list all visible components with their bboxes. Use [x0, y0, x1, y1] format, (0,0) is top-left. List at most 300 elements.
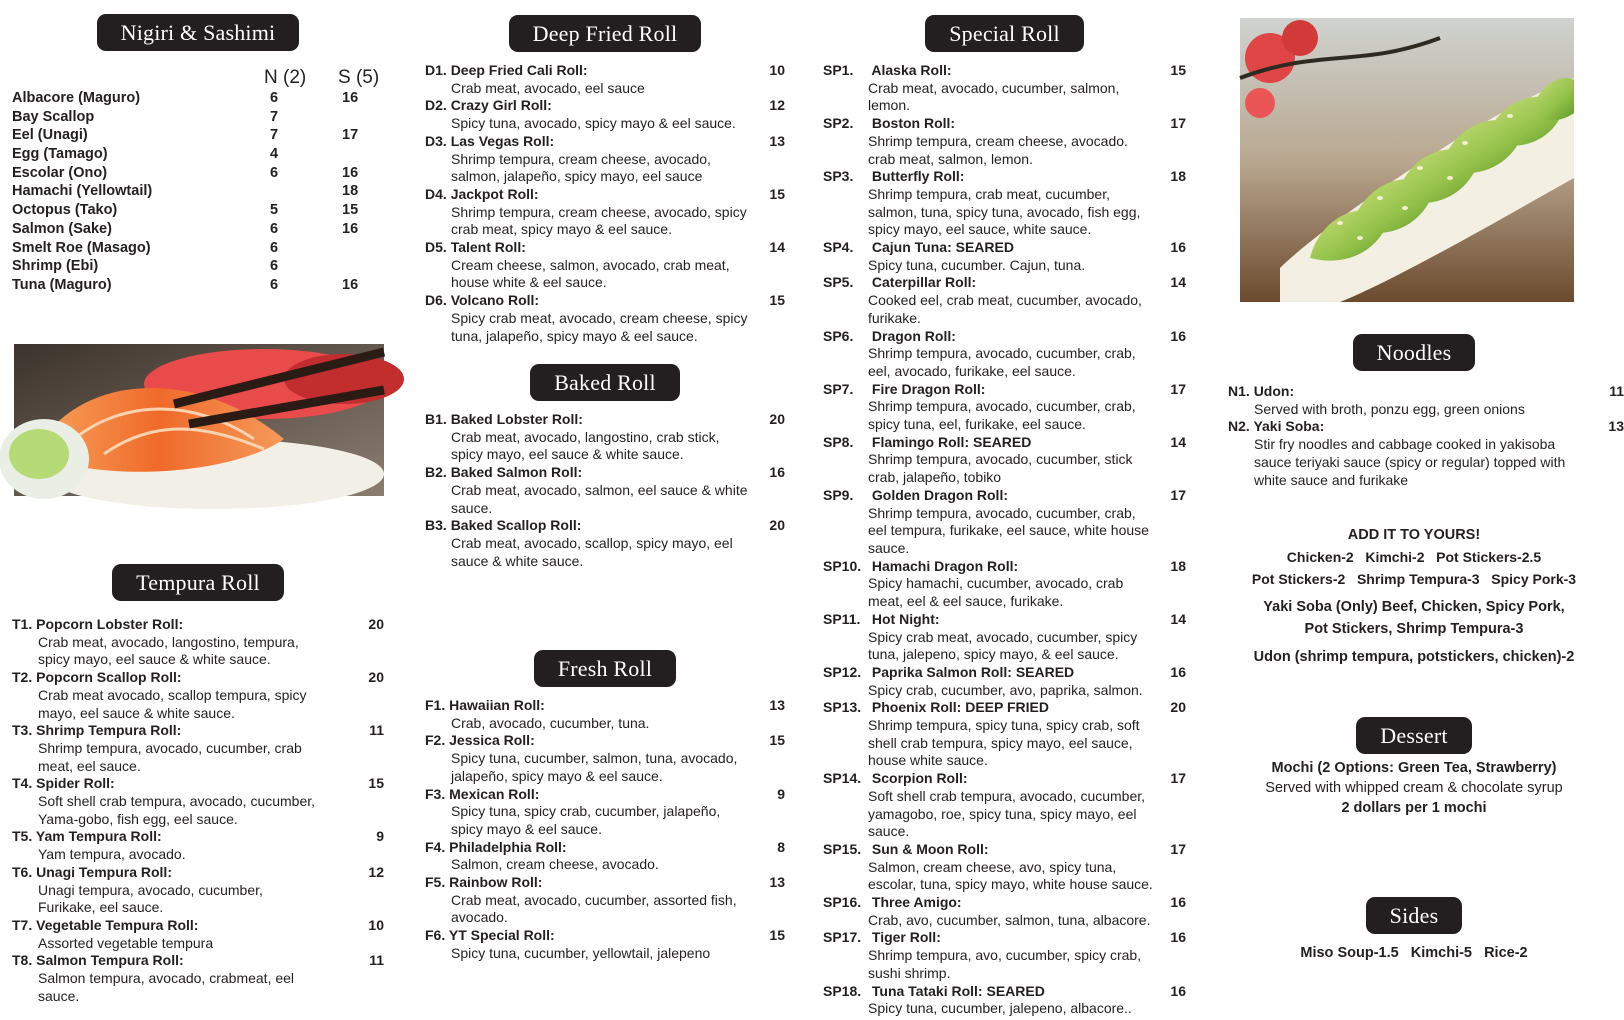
- menu-item-name: Butterfly Roll:: [871, 168, 965, 185]
- menu-item-title: [425, 732, 785, 750]
- menu-item-code: SP18.: [823, 982, 862, 999]
- menu-item-name: Popcorn Scallop Roll:: [36, 669, 182, 686]
- nigiri-name: Escolar (Ono): [12, 164, 108, 181]
- menu-item-code: SP16.: [823, 894, 862, 911]
- menu-item-name: Crazy Girl Roll:: [450, 97, 552, 114]
- menu-item-title: [425, 133, 785, 151]
- menu-item-title: [12, 917, 384, 935]
- menu-item-desc: Shrimp tempura, crab meat, cucumber, salmon, tuna, spicy tuna, avocado, fish egg, spicy mayo, eel sauce, white sauce.: [868, 185, 1141, 238]
- menu-item-title: [823, 841, 1186, 859]
- menu-item-price: 15: [769, 185, 785, 202]
- menu-item-code: SP11.: [823, 610, 861, 627]
- menu-item-title: [425, 517, 785, 535]
- menu-item-title: [425, 839, 785, 857]
- nigiri-name: Eel (Unagi): [12, 127, 88, 144]
- menu-item-desc: Served with broth, ponzu egg, green onions: [1254, 400, 1525, 417]
- menu-item-name: Cajun Tuna: SEARED: [871, 239, 1014, 256]
- column-1: [12, 0, 384, 1004]
- menu-item-desc: Spicy hamachi, cucumber, avocado, crab meat, eel & eel sauce, furikake.: [868, 575, 1124, 610]
- menu-item-title: [823, 115, 1186, 133]
- special-list: [823, 62, 1186, 1018]
- menu-item-code: D4.: [425, 185, 447, 202]
- menu-item-name: Baked Salmon Roll:: [450, 464, 583, 481]
- menu-item-title: [425, 186, 785, 204]
- menu-item-price: 12: [368, 863, 384, 880]
- menu-item-desc: Spicy crab, cucumber, avo, paprika, salmon.: [868, 681, 1143, 698]
- menu-item-name: Salmon Tempura Roll:: [36, 952, 184, 969]
- menu-item-name: Caterpillar Roll:: [871, 274, 977, 291]
- nigiri-price-s: 17: [342, 127, 359, 144]
- menu-item-name: Golden Dragon Roll:: [871, 486, 1008, 503]
- menu-item-price: 15: [769, 732, 785, 749]
- nigiri-col-n: N (2): [264, 67, 307, 88]
- dragon-roll-photo: [1240, 18, 1574, 302]
- nigiri-name: Shrimp (Ebi): [12, 258, 99, 275]
- menu-item: [425, 133, 785, 186]
- menu-item: [823, 611, 1186, 664]
- menu-item: [823, 929, 1186, 982]
- menu-item-code: T2.: [12, 669, 33, 686]
- addons-line-5: Udon (shrimp tempura, potstickers, chicken)-2: [1253, 649, 1575, 665]
- menu-item-price: 11: [1609, 383, 1624, 399]
- menu-item-title: [12, 722, 384, 740]
- menu-item: [823, 664, 1186, 699]
- menu-item-desc: Crab, avocado, cucumber, tuna.: [451, 714, 650, 731]
- menu-item: [425, 411, 785, 464]
- menu-item-code: D5.: [425, 239, 447, 256]
- menu-item-desc: Crab meat, avocado, langostino, crab stick, spicy mayo, eel sauce & white sauce.: [451, 428, 720, 463]
- menu-item-code: B1.: [425, 411, 447, 427]
- menu-item-desc: Crab meat, avocado, salmon, eel sauce & white sauce.: [451, 481, 748, 516]
- nigiri-row: [12, 145, 384, 164]
- menu-item-name: Talent Roll:: [450, 239, 526, 256]
- menu-item: [823, 770, 1186, 841]
- menu-item-desc: Spicy tuna, cucumber, yellowtail, jalepeno: [451, 944, 711, 961]
- menu-item-name: Hamachi Dragon Roll:: [871, 557, 1019, 574]
- nigiri-name: Bay Scallop: [12, 108, 95, 125]
- menu-item-price: 15: [769, 292, 785, 309]
- nigiri-price-n: 6: [270, 239, 279, 256]
- menu-item: [1228, 418, 1624, 489]
- menu-item-code: SP14.: [823, 770, 862, 787]
- menu-item-price: 13: [769, 132, 785, 149]
- menu-item: [823, 983, 1186, 1018]
- menu-item-price: 13: [769, 697, 785, 713]
- menu-item: [425, 732, 785, 785]
- menu-item: [425, 97, 785, 132]
- menu-item-title: [823, 168, 1186, 186]
- menu-item-desc: Spicy tuna, cucumber, jalepeno, albacore..: [868, 1000, 1132, 1017]
- menu-item: [823, 274, 1186, 327]
- menu-item-title: [425, 697, 785, 715]
- menu-item-title: [12, 669, 384, 687]
- nigiri-price-n: 6: [270, 220, 279, 237]
- menu-item: [823, 487, 1186, 558]
- section-header-fresh: Fresh Roll: [534, 650, 676, 687]
- menu-item-desc: Shrimp tempura, cream cheese, avocado, salmon, jalapeño, spicy mayo, eel sauce: [451, 150, 711, 185]
- menu-item-desc: Salmon tempura, avocado, crabmeat, eel sauce.: [38, 970, 295, 1004]
- menu-item-code: SP17.: [823, 929, 862, 946]
- nigiri-price-s: 16: [342, 90, 359, 106]
- menu-item-desc: Shrimp tempura, avo, cucumber, spicy crab, sushi shrimp.: [868, 947, 1142, 981]
- nigiri-price-n: 5: [270, 202, 279, 219]
- menu-item-price: 16: [1170, 894, 1186, 911]
- menu-item-price: 13: [769, 874, 785, 891]
- menu-item-price: 8: [777, 838, 785, 855]
- menu-item-name: Philadelphia Roll:: [449, 838, 567, 855]
- menu-item-price: 16: [1170, 929, 1186, 946]
- menu-item-code: D6.: [425, 292, 447, 309]
- menu-item: [12, 828, 384, 863]
- menu-item-price: 16: [769, 464, 785, 481]
- menu-item-code: SP6.: [823, 327, 854, 344]
- deep-fried-list: [425, 62, 785, 345]
- menu-item-price: 9: [777, 785, 785, 802]
- menu-item-price: 20: [368, 669, 384, 686]
- menu-item-price: 12: [769, 97, 785, 114]
- menu-item-name: Baked Scallop Roll:: [450, 517, 582, 534]
- menu-item-price: 18: [1170, 557, 1186, 574]
- nigiri-name: Octopus (Tako): [12, 202, 118, 219]
- menu-item-price: 17: [1170, 115, 1186, 132]
- nigiri-col-s: S (5): [338, 67, 380, 88]
- menu-item-code: SP8.: [823, 433, 854, 450]
- menu-item-price: 17: [1170, 770, 1186, 787]
- menu-item-price: 20: [769, 411, 785, 427]
- addons-line-3: Yaki Soba (Only) Beef, Chicken, Spicy Pork,: [1263, 599, 1565, 615]
- fresh-list: [425, 697, 785, 963]
- dessert-line-1: Mochi (2 Options: Green Tea, Strawberry): [1271, 760, 1557, 776]
- menu-item-desc: Cooked eel, crab meat, cucumber, avocado, furikake.: [868, 292, 1142, 326]
- menu-item-desc: Shrimp tempura, spicy tuna, spicy crab, soft shell crab tempura, spicy mayo, eel sauce, house white sauce.: [868, 717, 1140, 769]
- menu-item-name: Udon:: [1253, 383, 1295, 399]
- addons-line-1: Chicken-2 Kimchi-2 Pot Stickers-2.5: [1286, 549, 1542, 565]
- nigiri-price-s: 16: [342, 220, 359, 237]
- nigiri-name: Tuna (Maguro): [12, 276, 112, 293]
- menu-item: [12, 917, 384, 952]
- menu-item-name: Spider Roll:: [36, 775, 115, 792]
- menu-item-name: Sun & Moon Roll:: [871, 840, 989, 857]
- menu-item: [1228, 383, 1624, 418]
- menu-item-desc: Soft shell crab tempura, avocado, cucumber, yamagobo, roe, spicy tuna, spicy mayo, eel sauce.: [868, 787, 1146, 840]
- menu-item-code: SP3.: [823, 168, 854, 185]
- menu-item-desc: Spicy tuna, spicy crab, cucumber, jalapeño, spicy mayo & eel sauce.: [451, 803, 721, 837]
- nigiri-name: Salmon (Sake): [12, 220, 112, 237]
- nigiri-row: [12, 201, 384, 220]
- section-header-sides: Sides: [1366, 897, 1463, 934]
- menu-item-title: [823, 983, 1186, 1001]
- menu-item-name: Shrimp Tempura Roll:: [36, 722, 182, 739]
- menu-item-price: 14: [1170, 274, 1186, 291]
- menu-item-desc: Spicy crab meat, avocado, cream cheese, spicy tuna, jalapeño, spicy mayo & eel sauce.: [451, 309, 748, 344]
- menu-item-code: SP4.: [823, 239, 854, 256]
- nigiri-name: Albacore (Maguro): [12, 90, 141, 106]
- section-header-baked: Baked Roll: [530, 364, 680, 401]
- menu-item: [823, 841, 1186, 894]
- menu-item-desc: Shrimp tempura, avocado, cucumber, crab, eel tempura, furikake, eel sauce, white house sauce.: [868, 504, 1149, 556]
- section-header-noodles: Noodles: [1353, 334, 1476, 371]
- dragon-roll-photo-image: [1240, 18, 1574, 302]
- menu-item-title: [425, 97, 785, 115]
- menu-item-title: [823, 664, 1186, 682]
- menu-item-title: [425, 464, 785, 482]
- menu-item-title: [823, 558, 1186, 576]
- menu-item-desc: Crab meat avocado, scallop tempura, spicy mayo, eel sauce & white sauce.: [38, 686, 307, 721]
- nigiri-price-n: 6: [270, 258, 279, 275]
- nigiri-price-s: 18: [342, 183, 359, 200]
- menu-item: [425, 464, 785, 517]
- menu-item-name: Alaska Roll:: [871, 62, 952, 78]
- menu-item-name: Boston Roll:: [871, 115, 956, 132]
- menu-item: [425, 927, 785, 962]
- menu-item-desc: Spicy tuna, cucumber, salmon, tuna, avocado, jalapeño, spicy mayo & eel sauce.: [451, 750, 738, 784]
- menu-item-title: [823, 381, 1186, 399]
- nigiri-price-s: 15: [342, 202, 359, 219]
- menu-item-title: [425, 239, 785, 257]
- nigiri-price-s: 16: [342, 164, 359, 181]
- menu-item-price: 13: [1608, 418, 1624, 435]
- menu-item-title: [425, 411, 785, 429]
- menu-item-name: Unagi Tempura Roll:: [36, 863, 172, 880]
- menu-item-code: N2.: [1228, 418, 1250, 435]
- menu-item-price: 14: [1170, 433, 1186, 450]
- menu-item-title: [12, 616, 384, 634]
- menu-item: [425, 874, 785, 927]
- nigiri-name: Hamachi (Yellowtail): [12, 183, 153, 200]
- menu-item-desc: Crab meat, avocado, cucumber, assorted fish, avocado.: [451, 891, 737, 926]
- menu-item-name: Flamingo Roll: SEARED: [871, 433, 1032, 450]
- menu-item-price: 20: [769, 517, 785, 534]
- menu-item-price: 15: [1170, 62, 1186, 78]
- menu-item-code: B2.: [425, 464, 447, 481]
- menu-item-desc: Unagi tempura, avocado, cucumber, Furikake, eel sauce.: [38, 881, 263, 916]
- menu-item-code: SP10.: [823, 557, 862, 574]
- menu-item-price: 11: [369, 952, 384, 969]
- menu-item: [425, 517, 785, 570]
- menu-item-code: T3.: [12, 722, 33, 739]
- addons-line-4: Pot Stickers, Shrimp Tempura-3: [1304, 621, 1524, 637]
- menu-item: [425, 239, 785, 292]
- menu-item-title: [425, 292, 785, 310]
- menu-item-name: Yam Tempura Roll:: [35, 828, 162, 845]
- menu-item: [823, 381, 1186, 434]
- menu-item-title: [12, 952, 384, 970]
- menu-item-code: F2.: [425, 732, 446, 749]
- menu-item-name: Jessica Roll:: [449, 732, 535, 749]
- menu-item-code: SP1.: [823, 62, 854, 78]
- menu-item-code: F6.: [425, 927, 446, 944]
- menu-item-title: [425, 786, 785, 804]
- menu-item: [823, 168, 1186, 239]
- section-header-nigiri: Nigiri & Sashimi: [97, 14, 300, 51]
- menu-item-desc: Crab meat, avocado, scallop, spicy mayo, eel sauce & white sauce.: [451, 534, 733, 569]
- menu-item-title: [12, 775, 384, 793]
- menu-item-code: SP12.: [823, 663, 862, 680]
- menu-item-code: T1.: [12, 616, 33, 632]
- menu-item-price: 20: [368, 616, 384, 632]
- tempura-list: [12, 616, 384, 1005]
- menu-item-name: Tuna Tataki Roll: SEARED: [871, 982, 1045, 999]
- menu-item-price: 20: [1170, 699, 1186, 716]
- menu-item-title: [823, 434, 1186, 452]
- nigiri-price-n: 7: [270, 108, 279, 125]
- menu-item: [12, 669, 384, 722]
- menu-item-title: [823, 929, 1186, 947]
- dessert-line-3: 2 dollars per 1 mochi: [1341, 800, 1487, 816]
- dessert-line-2: Served with whipped cream & chocolate syrup: [1265, 780, 1563, 796]
- menu-item: [425, 62, 785, 97]
- section-header-tempura: Tempura Roll: [112, 564, 284, 601]
- menu-item: [425, 186, 785, 239]
- menu-item-title: [12, 864, 384, 882]
- menu-item-desc: Crab meat, avocado, eel sauce: [451, 79, 645, 96]
- menu-item-code: D1.: [425, 62, 447, 78]
- menu-item-title: [823, 894, 1186, 912]
- nigiri-row: [12, 239, 384, 258]
- menu-item: [12, 722, 384, 775]
- menu-item-desc: Crab meat, avocado, langostino, tempura, spicy mayo, eel sauce & white sauce.: [38, 633, 299, 668]
- nigiri-price-s: 16: [342, 276, 359, 293]
- nigiri-row: [12, 126, 384, 145]
- nigiri-row: [12, 220, 384, 239]
- nigiri-column-headers: [12, 67, 384, 89]
- menu-item-title: [425, 62, 785, 80]
- nigiri-row: [12, 108, 384, 127]
- menu-item-price: 15: [368, 775, 384, 792]
- nigiri-name: Smelt Roe (Masago): [12, 239, 151, 256]
- menu-item-price: 10: [769, 62, 785, 78]
- menu-item: [823, 894, 1186, 929]
- nigiri-row: [12, 182, 384, 201]
- menu-item-code: B3.: [425, 517, 447, 534]
- menu-item-code: N1.: [1228, 383, 1250, 399]
- menu-item-price: 15: [769, 927, 785, 944]
- nigiri-row: [12, 164, 384, 183]
- nigiri-photo: [14, 344, 384, 496]
- menu-item-price: 18: [1170, 168, 1186, 185]
- menu-item: [823, 239, 1186, 274]
- menu-item: [12, 864, 384, 917]
- nigiri-photo-image: [14, 344, 384, 496]
- menu-item-name: Paprika Salmon Roll: SEARED: [871, 663, 1075, 680]
- menu-item-code: F5.: [425, 874, 446, 891]
- nigiri-price-n: 4: [270, 146, 279, 163]
- menu-item-title: [12, 828, 384, 846]
- menu-item-name: Volcano Roll:: [450, 292, 540, 309]
- menu-item-name: Las Vegas Roll:: [450, 132, 555, 149]
- menu-item-desc: Spicy crab meat, avocado, cucumber, spicy tuna, jalepeno, spicy mayo, & eel sauce.: [868, 628, 1138, 663]
- menu-item-desc: Crab, avo, cucumber, salmon, tuna, albacore.: [868, 911, 1151, 928]
- menu-item-name: Dragon Roll:: [871, 327, 956, 344]
- noodles-list: [1228, 383, 1624, 489]
- menu-item-desc: Shrimp tempura, avocado, cucumber, crab, eel, avocado, furikake, eel sauce.: [868, 345, 1136, 379]
- menu-item-name: Mexican Roll:: [449, 785, 540, 802]
- menu-item-code: F3.: [425, 785, 446, 802]
- menu-item: [425, 839, 785, 874]
- sides-section: [1228, 897, 1600, 964]
- menu-item-price: 16: [1170, 663, 1186, 680]
- menu-item-title: [823, 770, 1186, 788]
- menu-item-name: Jackpot Roll:: [450, 185, 539, 202]
- menu-item: [823, 558, 1186, 611]
- nigiri-row: [12, 257, 384, 276]
- menu-item-name: Scorpion Roll:: [871, 770, 968, 787]
- menu-item-code: SP9.: [823, 486, 854, 503]
- menu-item-code: D2.: [425, 97, 447, 114]
- menu-item-code: SP5.: [823, 274, 854, 291]
- section-header-dessert: Dessert: [1356, 717, 1471, 754]
- menu-item-name: Rainbow Roll:: [449, 874, 543, 891]
- menu-item: [823, 115, 1186, 168]
- menu-item-desc: Stir fry noodles and cabbage cooked in yakisoba sauce teriyaki sauce (spicy or regular) topped with white sauce and furikake: [1254, 436, 1566, 488]
- menu-item-code: SP13.: [823, 699, 862, 716]
- menu-item-desc: Yam tempura, avocado.: [38, 846, 186, 863]
- menu-item-price: 9: [376, 828, 384, 845]
- addons-title: ADD IT TO YOURS!: [1347, 527, 1481, 543]
- menu-item: [425, 292, 785, 345]
- menu-item-name: Phoenix Roll: DEEP FRIED: [871, 699, 1049, 716]
- menu-item-price: 11: [369, 722, 384, 739]
- menu-item: [12, 775, 384, 828]
- menu-item-name: Fire Dragon Roll:: [871, 380, 986, 397]
- menu-item-desc: Assorted vegetable tempura: [38, 934, 214, 951]
- menu-item-title: [425, 927, 785, 945]
- menu-item-title: [1228, 418, 1600, 436]
- menu-item-title: [823, 611, 1186, 629]
- menu-item-code: SP2.: [823, 115, 854, 132]
- menu-item: [823, 434, 1186, 487]
- menu-item-desc: Salmon, cream cheese, avo, spicy tuna, escolar, tuna, spicy mayo, white house sauce.: [868, 858, 1153, 893]
- menu-item-code: SP7.: [823, 380, 854, 397]
- menu-item-title: [823, 62, 1186, 80]
- menu-item-title: [823, 274, 1186, 292]
- nigiri-row: [12, 89, 384, 108]
- menu-item-code: F4.: [425, 838, 446, 855]
- menu-item-title: [425, 874, 785, 892]
- menu-item-code: T7.: [12, 916, 33, 933]
- menu-item-code: D3.: [425, 132, 447, 149]
- menu-item-code: T4.: [12, 775, 33, 792]
- menu-item-price: 17: [1170, 840, 1186, 857]
- baked-list: [425, 411, 785, 570]
- menu-item-name: Popcorn Lobster Roll:: [36, 616, 184, 632]
- menu-item: [425, 786, 785, 839]
- menu-item-desc: Shrimp tempura, avocado, cucumber, crab, spicy tuna, eel, furikake, eel sauce.: [868, 398, 1136, 433]
- menu-item-name: YT Special Roll:: [448, 927, 555, 944]
- nigiri-price-n: 7: [270, 127, 279, 144]
- menu-item-title: [823, 487, 1186, 505]
- menu-item: [823, 328, 1186, 381]
- menu-item-price: 16: [1170, 327, 1186, 344]
- menu-item-title: [823, 699, 1186, 717]
- dessert-section: [1228, 717, 1600, 818]
- menu-item-title: [1228, 383, 1600, 401]
- menu-item-name: Baked Lobster Roll:: [450, 411, 583, 427]
- menu-item-code: T5.: [12, 828, 33, 845]
- addons-section: [1228, 524, 1600, 668]
- sides-line-1: Miso Soup-1.5 Kimchi-5 Rice-2: [1300, 945, 1528, 961]
- menu-item-code: T8.: [12, 952, 33, 969]
- nigiri-price-n: 6: [270, 276, 279, 293]
- addons-line-2: Pot Stickers-2 Shrimp Tempura-3 Spicy Pork-3: [1251, 571, 1577, 587]
- menu-item: [823, 699, 1186, 770]
- menu-item-name: Vegetable Tempura Roll:: [36, 916, 199, 933]
- menu-item-price: 14: [1170, 610, 1186, 627]
- menu-item-price: 17: [1170, 486, 1186, 503]
- menu-item: [12, 952, 384, 1005]
- menu-item: [823, 62, 1186, 115]
- menu-item-code: SP15.: [823, 840, 862, 857]
